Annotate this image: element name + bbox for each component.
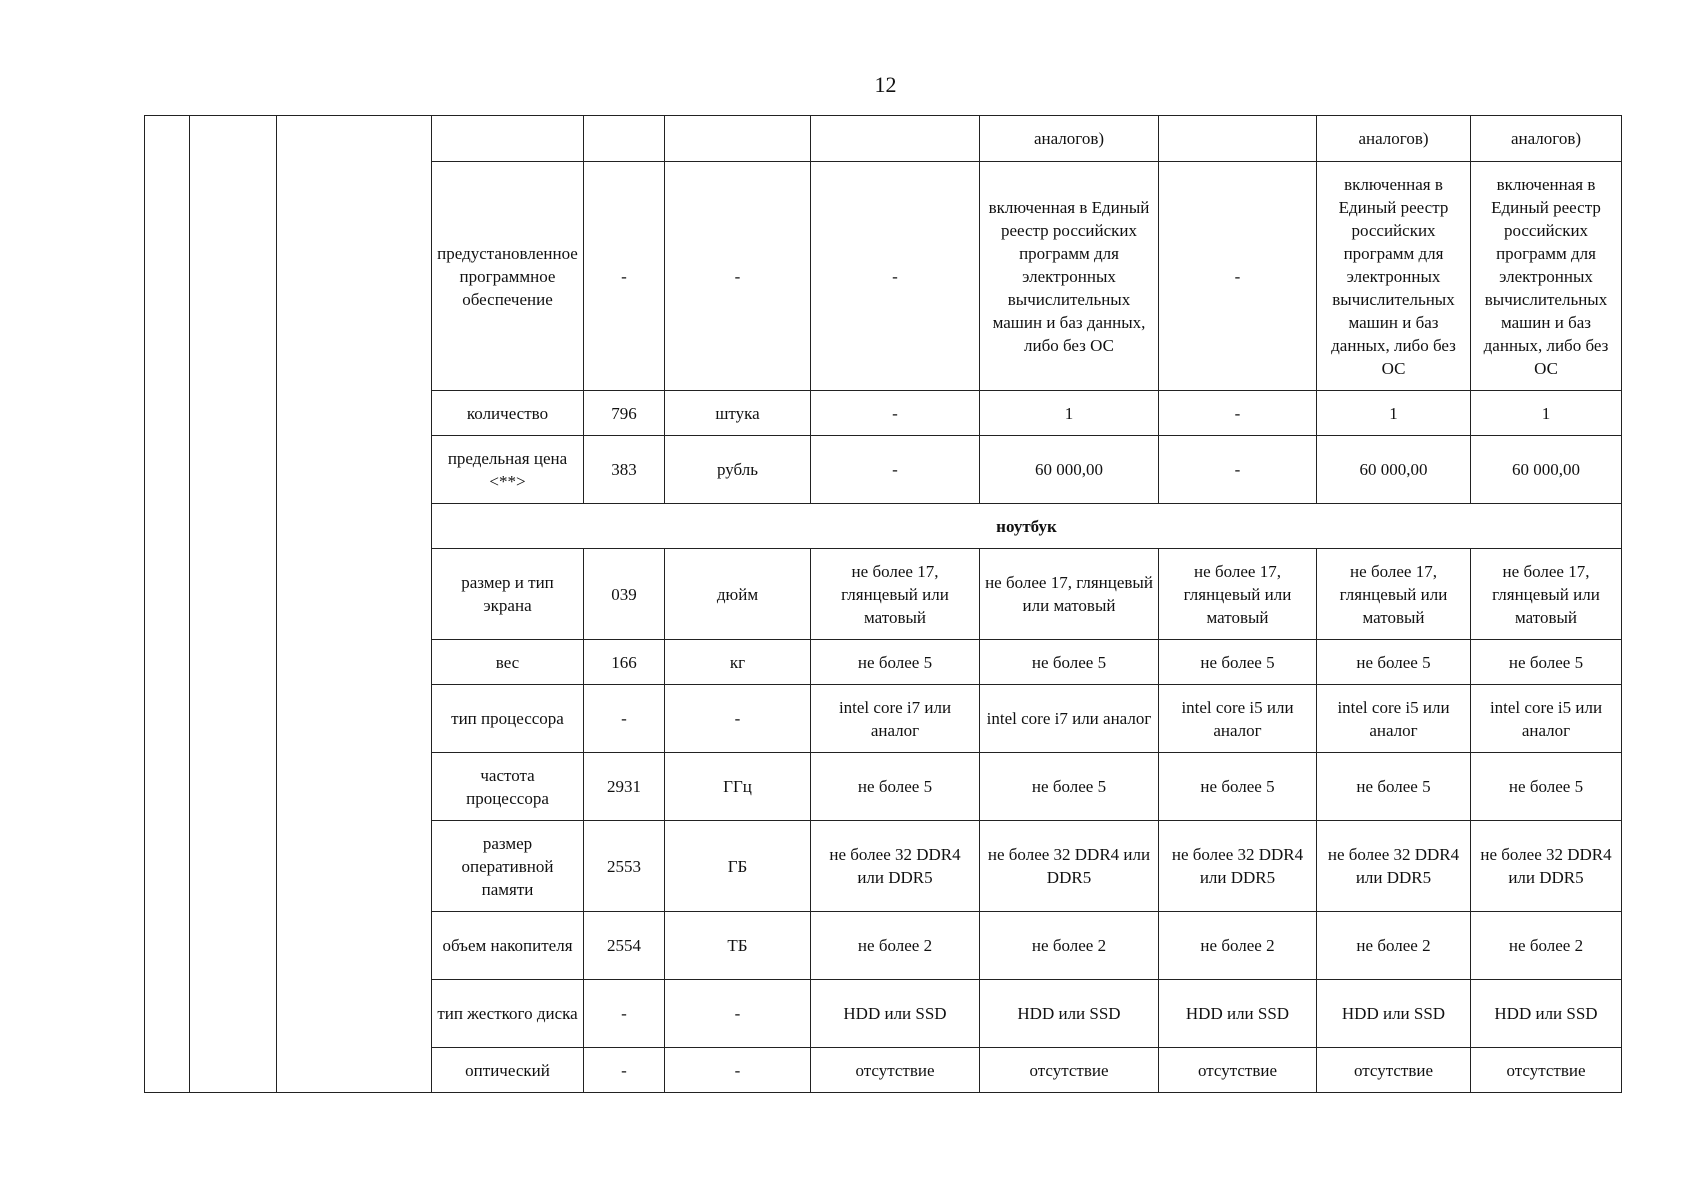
table-cell: HDD или SSD [1471, 980, 1622, 1048]
table-cell: не более 2 [1159, 912, 1317, 980]
table-cell: не более 17, глянцевый или матовый [1159, 549, 1317, 640]
table-cell [584, 116, 665, 162]
table-cell: дюйм [665, 549, 811, 640]
parameter-name-cell: размер и тип экрана [432, 549, 584, 640]
table-cell: не более 5 [1317, 753, 1471, 821]
table-cell: - [665, 980, 811, 1048]
table-cell: не более 5 [1471, 753, 1622, 821]
parameter-name-cell: предельная цена <**> [432, 436, 584, 504]
table-cell [1159, 116, 1317, 162]
table-cell: отсутствие [1159, 1048, 1317, 1093]
table-cell: HDD или SSD [1317, 980, 1471, 1048]
table-cell: штука [665, 391, 811, 436]
table-cell: не более 5 [811, 753, 980, 821]
table-cell: не более 17, глянцевый или матовый [1317, 549, 1471, 640]
table-cell: не более 5 [1471, 640, 1622, 685]
table-cell: - [665, 162, 811, 391]
table-cell: не более 5 [1159, 753, 1317, 821]
table-row [145, 116, 1622, 162]
table-cell: 60 000,00 [1317, 436, 1471, 504]
table-cell: не более 2 [811, 912, 980, 980]
table-cell: не более 32 DDR4 или DDR5 [1471, 821, 1622, 912]
parameter-name-cell: тип жесткого диска [432, 980, 584, 1048]
table-cell: кг [665, 640, 811, 685]
table-cell: 1 [1471, 391, 1622, 436]
parameter-name-cell [432, 116, 584, 162]
parameter-name-cell: оптический [432, 1048, 584, 1093]
table-cell: 166 [584, 640, 665, 685]
table-cell: не более 17, глянцевый или матовый [980, 549, 1159, 640]
table-cell: отсутствие [1471, 1048, 1622, 1093]
section-title: ноутбук [432, 504, 1622, 549]
table-cell: - [584, 980, 665, 1048]
table-cell: 383 [584, 436, 665, 504]
table-cell: - [665, 1048, 811, 1093]
table-cell: 2553 [584, 821, 665, 912]
table-cell: - [811, 391, 980, 436]
left-empty-column-2 [190, 116, 277, 1093]
table-cell: HDD или SSD [811, 980, 980, 1048]
table-cell: отсутствие [811, 1048, 980, 1093]
table-cell: не более 2 [1471, 912, 1622, 980]
table-cell: включенная в Единый реестр российских программ для электронных вычислительных машин и баз данных, либо без ОС [980, 162, 1159, 391]
table-cell: - [1159, 162, 1317, 391]
table-cell: отсутствие [980, 1048, 1159, 1093]
table-cell: не более 32 DDR4 или DDR5 [980, 821, 1159, 912]
table-cell: HDD или SSD [980, 980, 1159, 1048]
table-cell [665, 116, 811, 162]
table-cell: не более 32 DDR4 или DDR5 [1159, 821, 1317, 912]
table-cell: - [811, 436, 980, 504]
table-cell: intel core i5 или аналог [1317, 685, 1471, 753]
table-cell: 2931 [584, 753, 665, 821]
table-cell: ТБ [665, 912, 811, 980]
parameter-name-cell: частота процессора [432, 753, 584, 821]
table-cell: intel core i5 или аналог [1471, 685, 1622, 753]
table-cell: intel core i7 или аналог [811, 685, 980, 753]
table-cell: - [584, 685, 665, 753]
table-cell: включенная в Единый реестр российских программ для электронных вычислительных машин и баз данных, либо без ОС [1317, 162, 1471, 391]
table-cell: не более 5 [811, 640, 980, 685]
table-cell: не более 32 DDR4 или DDR5 [1317, 821, 1471, 912]
table-cell: 1 [1317, 391, 1471, 436]
table-cell: - [584, 1048, 665, 1093]
table-cell: не более 5 [1317, 640, 1471, 685]
table-cell: 039 [584, 549, 665, 640]
table-cell: аналогов) [1317, 116, 1471, 162]
table-cell: не более 17, глянцевый или матовый [1471, 549, 1622, 640]
table-cell: рубль [665, 436, 811, 504]
table-cell: - [1159, 436, 1317, 504]
left-empty-column-3 [277, 116, 432, 1093]
parameter-name-cell: вес [432, 640, 584, 685]
specification-table [144, 115, 1622, 1093]
table-cell: не более 5 [1159, 640, 1317, 685]
left-empty-column-1 [145, 116, 190, 1093]
table-cell: не более 17, глянцевый или матовый [811, 549, 980, 640]
table-cell: - [665, 685, 811, 753]
table-cell: - [811, 162, 980, 391]
table-cell: 796 [584, 391, 665, 436]
parameter-name-cell: тип процессора [432, 685, 584, 753]
table-cell: ГБ [665, 821, 811, 912]
table-cell: 60 000,00 [1471, 436, 1622, 504]
parameter-name-cell: предустановленное программное обеспечение [432, 162, 584, 391]
table-cell: intel core i7 или аналог [980, 685, 1159, 753]
table-cell: - [1159, 391, 1317, 436]
table-cell: аналогов) [1471, 116, 1622, 162]
table-cell: аналогов) [980, 116, 1159, 162]
parameter-name-cell: количество [432, 391, 584, 436]
parameter-name-cell: объем накопителя [432, 912, 584, 980]
table-cell: отсутствие [1317, 1048, 1471, 1093]
table-cell: 60 000,00 [980, 436, 1159, 504]
parameter-name-cell: размер оперативной памяти [432, 821, 584, 912]
table-cell: не более 2 [1317, 912, 1471, 980]
table-cell [811, 116, 980, 162]
page-number: 12 [874, 72, 897, 97]
table-cell: не более 2 [980, 912, 1159, 980]
table-cell: не более 32 DDR4 или DDR5 [811, 821, 980, 912]
table-cell: HDD или SSD [1159, 980, 1317, 1048]
table-cell: 1 [980, 391, 1159, 436]
table-cell: не более 5 [980, 640, 1159, 685]
table-cell: 2554 [584, 912, 665, 980]
table-cell: intel core i5 или аналог [1159, 685, 1317, 753]
table-cell: ГГц [665, 753, 811, 821]
table-cell: включенная в Единый реестр российских программ для электронных вычислительных машин и баз данных, либо без ОС [1471, 162, 1622, 391]
table-cell: не более 5 [980, 753, 1159, 821]
table-cell: - [584, 162, 665, 391]
